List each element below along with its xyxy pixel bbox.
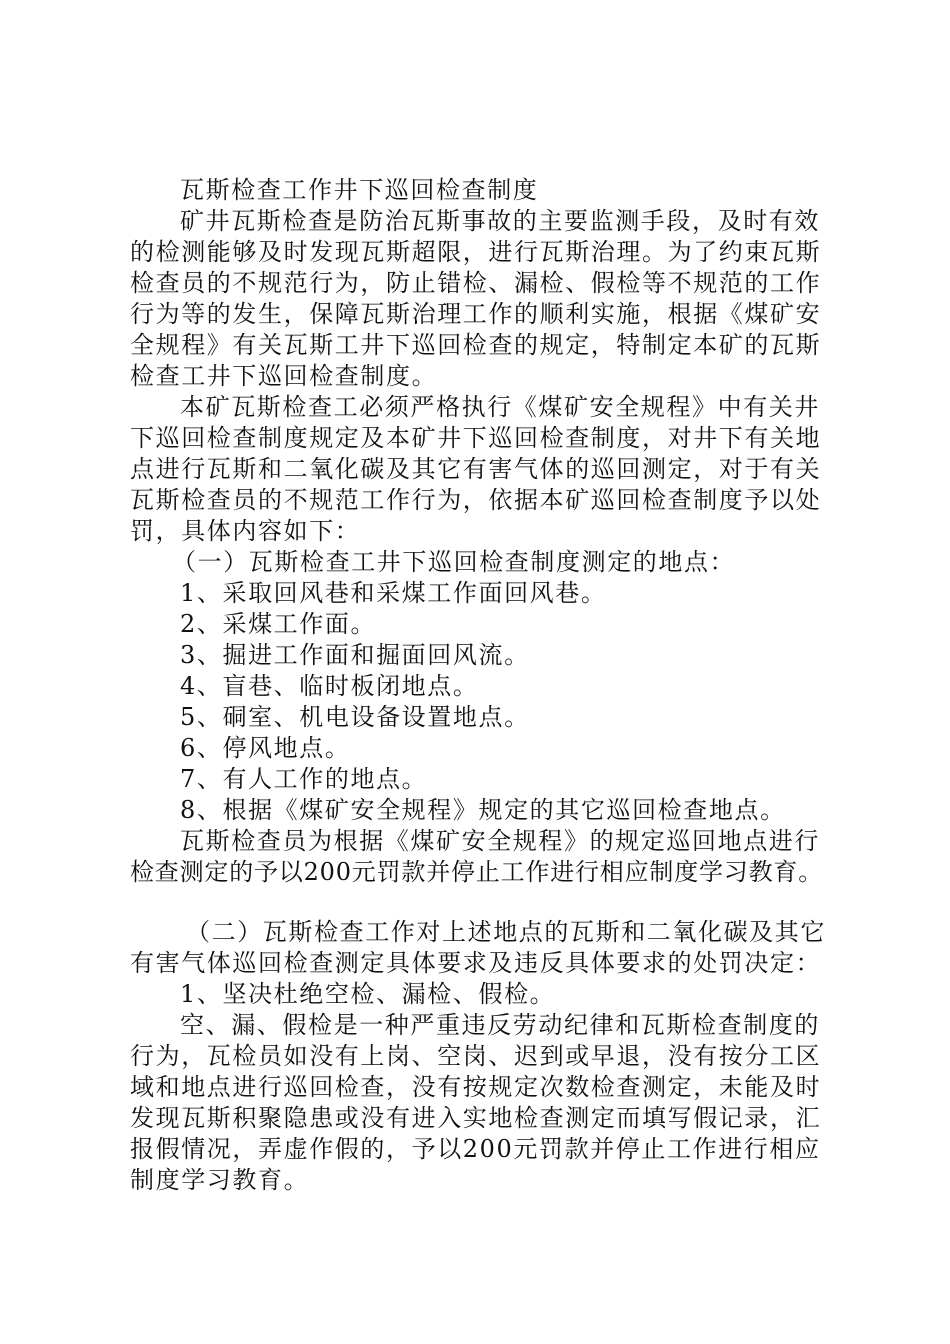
section-heading: （二）瓦斯检查工作对上述地点的瓦斯和二氧化碳及其它 xyxy=(186,918,826,946)
intro-line: 矿井瓦斯检查是防治瓦斯事故的主要监测手段，及时有效 xyxy=(180,207,820,235)
intro-line: 行为等的发生，保障瓦斯治理工作的顺利实施，根据《煤矿安 xyxy=(130,300,822,328)
paragraph-line: 制度学习教育。 xyxy=(130,1166,310,1194)
paragraph-line: 行为，瓦检员如没有上岗、空岗、迟到或早退，没有按分工区 xyxy=(130,1042,822,1070)
document-title: 瓦斯检查工作井下巡回检查制度 xyxy=(180,176,539,204)
location-item: 1、采取回风巷和采煤工作面回风巷。 xyxy=(180,579,607,607)
paragraph-line: 点进行瓦斯和二氧化碳及其它有害气体的巡回测定，对于有关 xyxy=(130,455,822,483)
location-item: 3、掘进工作面和掘面回风流。 xyxy=(180,641,530,669)
intro-line: 的检测能够及时发现瓦斯超限，进行瓦斯治理。为了约束瓦斯 xyxy=(130,238,822,266)
intro-line: 全规程》有关瓦斯工井下巡回检查的规定，特制定本矿的瓦斯 xyxy=(130,331,822,359)
intro-line: 检查工井下巡回检查制度。 xyxy=(130,362,438,390)
intro-line: 检查员的不规范行为，防止错检、漏检、假检等不规范的工作 xyxy=(130,269,822,297)
paragraph-line: 空、漏、假检是一种严重违反劳动纪律和瓦斯检查制度的 xyxy=(180,1011,820,1039)
requirement-item: 1、坚决杜绝空检、漏检、假检。 xyxy=(180,980,556,1008)
paragraph-line: 本矿瓦斯检查工必须严格执行《煤矿安全规程》中有关井 xyxy=(180,393,820,421)
location-item: 8、根据《煤矿安全规程》规定的其它巡回检查地点。 xyxy=(180,796,786,824)
location-item: 6、停风地点。 xyxy=(180,734,351,762)
section-heading: （一）瓦斯检查工井下巡回检查制度测定的地点： xyxy=(172,548,736,576)
location-item: 4、盲巷、临时板闭地点。 xyxy=(180,672,479,700)
paragraph-line: 罚，具体内容如下： xyxy=(130,517,361,545)
location-item: 2、采煤工作面。 xyxy=(180,610,377,638)
section-heading-line: 有害气体巡回检查测定具体要求及违反具体要求的处罚决定： xyxy=(130,949,822,977)
paragraph-line: 瓦斯检查员的不规范工作行为，依据本矿巡回检查制度予以处 xyxy=(130,486,822,514)
penalty-line: 瓦斯检查员为根据《煤矿安全规程》的规定巡回地点进行 xyxy=(180,827,820,855)
location-item: 7、有人工作的地点。 xyxy=(180,765,428,793)
paragraph-line: 发现瓦斯积聚隐患或没有进入实地检查测定而填写假记录，汇 xyxy=(130,1104,822,1132)
penalty-line: 检查测定的予以200元罚款并停止工作进行相应制度学习教育。 xyxy=(130,858,824,886)
paragraph-line: 域和地点进行巡回检查，没有按规定次数检查测定，未能及时 xyxy=(130,1073,822,1101)
paragraph-line: 报假情况，弄虚作假的，予以200元罚款并停止工作进行相应 xyxy=(130,1135,821,1163)
location-item: 5、硐室、机电设备设置地点。 xyxy=(180,703,530,731)
paragraph-line: 下巡回检查制度规定及本矿井下巡回检查制度，对井下有关地 xyxy=(130,424,822,452)
